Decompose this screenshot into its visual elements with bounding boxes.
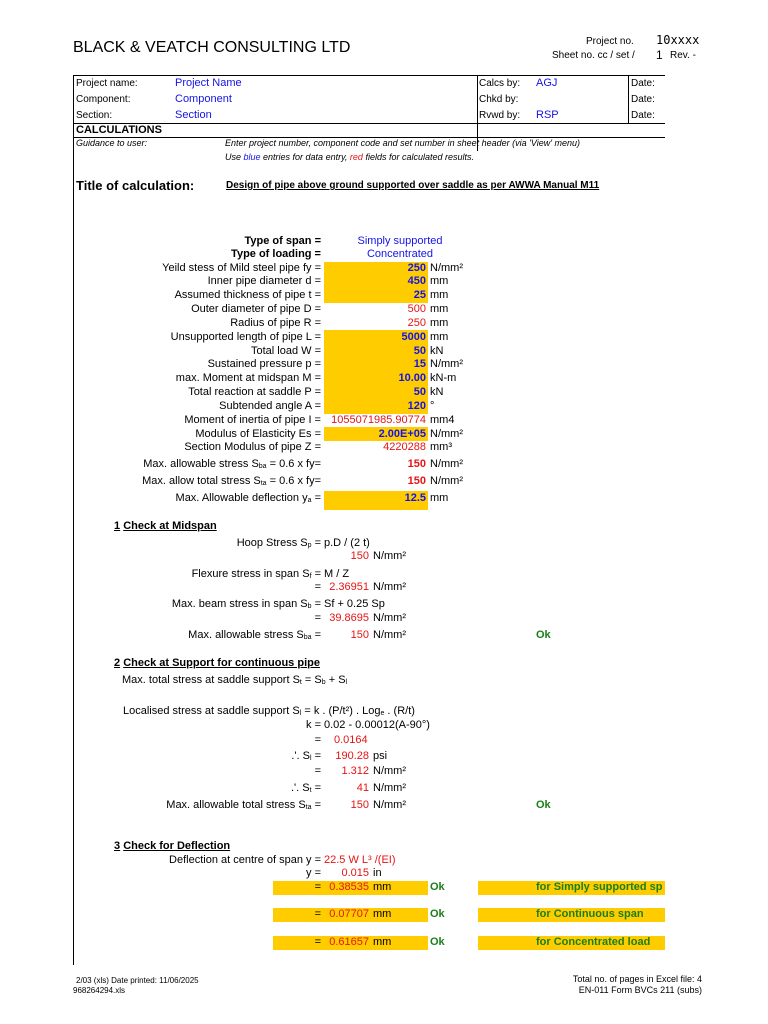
- W-label: Total load W =: [250, 345, 321, 357]
- span-label: Type of span =: [244, 235, 321, 247]
- A-value[interactable]: 120: [407, 400, 426, 412]
- W-value[interactable]: 50: [413, 345, 426, 357]
- fy-unit: N/mm²: [430, 262, 463, 274]
- M-value[interactable]: 10.00: [398, 372, 426, 384]
- r1-case-box: [478, 881, 665, 895]
- Z-value: 4220288: [383, 441, 426, 453]
- sl2-value: 1.312: [341, 765, 369, 777]
- r2-case: for Continuous span: [536, 908, 644, 920]
- P-unit: kN: [430, 386, 444, 398]
- r1-value: 0.38535: [329, 881, 369, 893]
- defl-formula: 22.5 W L³ /(EI): [324, 854, 396, 866]
- Es-unit: N/mm²: [430, 428, 463, 440]
- hoop-unit: N/mm²: [373, 550, 406, 562]
- fy-value[interactable]: 250: [407, 262, 426, 274]
- I-value: 1055071985.90774: [331, 414, 426, 426]
- sec2-allow-label: Max. allowable total stress $S_{ta}$ =: [166, 799, 321, 811]
- sec1-allow-unit: N/mm²: [373, 629, 406, 641]
- flex-formula: M / Z: [324, 568, 350, 580]
- A-unit: °: [430, 400, 435, 412]
- D-unit: mm: [430, 303, 449, 315]
- flex-label: Flexure stress in span $S_f$ =: [191, 568, 321, 580]
- r1-case: for Simply supported sp: [536, 881, 663, 893]
- loading-label: Type of loading =: [231, 248, 321, 260]
- sec1-heading: 1 Check at Midspan: [114, 520, 217, 532]
- project-no: 10xxxx: [656, 33, 700, 47]
- d-unit: mm: [430, 275, 449, 287]
- r1-ok: Ok: [430, 881, 445, 893]
- k-label: k =: [306, 719, 321, 731]
- y-unit: in: [373, 867, 382, 879]
- D-label: Outer diameter of pipe D =: [191, 303, 321, 315]
- r3-eq: =: [314, 936, 321, 948]
- sl2-eq: =: [314, 765, 321, 777]
- section[interactable]: Section: [175, 109, 212, 121]
- sl2-unit: N/mm²: [373, 765, 406, 777]
- ya-unit: mm: [430, 492, 449, 504]
- t-unit: mm: [430, 289, 449, 301]
- ya-value[interactable]: 12.5: [404, 492, 426, 504]
- sheet-no-label: Sheet no. cc / set /: [552, 50, 635, 61]
- rvwd-by[interactable]: RSP: [536, 109, 559, 121]
- chkd-by-label: Chkd by:: [479, 94, 519, 105]
- st-label: .'. $S_t$ =: [290, 782, 321, 794]
- footer-left-2: 968264294.xls: [73, 986, 126, 995]
- r2-case-box: [478, 908, 665, 922]
- M-unit: kN-m: [430, 372, 457, 384]
- y-label: y =: [306, 867, 321, 879]
- d-label: Inner pipe diameter d =: [207, 275, 321, 287]
- p-label: Sustained pressure p =: [207, 358, 321, 370]
- grid-line-top: [73, 75, 665, 76]
- beam-value: 39.8695: [329, 612, 369, 624]
- I-label: Moment of inertia of pipe I =: [184, 414, 321, 426]
- footer-right-2: EN-011 Form BVCs 211 (subs): [578, 985, 702, 995]
- beam-label: Max. beam stress in span $S_b$ =: [171, 598, 321, 610]
- Es-label: Modulus of Elasticity Es =: [195, 428, 321, 440]
- st-value: 41: [356, 782, 369, 794]
- flex-value: 2.36951: [329, 581, 369, 593]
- sta-value: 150: [407, 475, 426, 487]
- sec2-allow-unit: N/mm²: [373, 799, 406, 811]
- hoop-formula: p.D / (2 t): [324, 537, 370, 549]
- k-value: 0.0164: [334, 734, 368, 746]
- R-unit: mm: [430, 317, 449, 329]
- rvwd-by-label: Rvwd by:: [479, 110, 521, 121]
- sec2-total-formula: Max. total stress at saddle support $S_t = S_b + S_l$: [122, 674, 348, 686]
- st-unit: N/mm²: [373, 782, 406, 794]
- project-name[interactable]: Project Name: [175, 77, 242, 89]
- guidance-label: Guidance to user:: [76, 138, 148, 148]
- R-value: 250: [407, 317, 426, 329]
- sec1-allow-label: Max. allowable stress $S_{ba}$ =: [188, 629, 321, 641]
- section-label: Section:: [76, 110, 113, 121]
- calc-title: Design of pipe above ground supported over saddle as per AWWA Manual M11: [226, 180, 600, 191]
- sl1-unit: psi: [373, 750, 388, 762]
- Es-value[interactable]: 2.00E+05: [378, 428, 426, 440]
- calcs-by[interactable]: AGJ: [536, 77, 558, 89]
- sec1-allow-value: 150: [350, 629, 369, 641]
- loading-value[interactable]: Concentrated: [366, 248, 434, 260]
- flex-unit: N/mm²: [373, 581, 406, 593]
- D-value: 500: [407, 303, 426, 315]
- beam-eq: =: [314, 612, 321, 624]
- P-value[interactable]: 50: [413, 386, 426, 398]
- beam-formula: Sf + 0.25 Sp: [324, 598, 385, 610]
- sec3-heading: 3 Check for Deflection: [114, 840, 231, 852]
- grid-line-left: [73, 75, 74, 965]
- hoop-value: 150: [350, 550, 369, 562]
- W-unit: kN: [430, 345, 444, 357]
- P-label: Total reaction at saddle P =: [188, 386, 321, 398]
- date-label-2: Date:: [631, 94, 655, 105]
- project-no-label: Project no.: [586, 36, 634, 47]
- component-label: Component:: [76, 94, 131, 105]
- r1-unit: mm: [373, 881, 392, 893]
- title-label: Title of calculation:: [76, 178, 195, 193]
- sl1-value: 190.28: [335, 750, 369, 762]
- r3-value: 0.61657: [329, 936, 369, 948]
- sec2-heading: 2 Check at Support for continuous pipe: [114, 657, 320, 669]
- M-label: max. Moment at midspan M =: [175, 372, 321, 384]
- fy-label: Yeild stess of Mild steel pipe fy =: [162, 262, 321, 274]
- r1-eq: =: [314, 881, 321, 893]
- r3-case: for Concentrated load: [536, 936, 651, 948]
- p-unit: N/mm²: [430, 358, 463, 370]
- sl1-label: .'. $S_l$ =: [291, 750, 321, 762]
- sba-unit: N/mm²: [430, 458, 463, 470]
- project-name-label: Project name:: [76, 78, 138, 89]
- Z-label: Section Modulus of pipe Z =: [184, 441, 321, 453]
- sec2-ok: Ok: [536, 799, 551, 811]
- r3-case-box: [478, 936, 665, 950]
- date-label-1: Date:: [631, 78, 655, 89]
- sta-label: Max. allow total stress $S_{ta} = 0.6$ x fy=: [142, 475, 321, 487]
- footer-right-1: Total no. of pages in Excel file: 4: [572, 974, 702, 984]
- L-unit: mm: [430, 331, 449, 343]
- I-unit: mm4: [430, 414, 455, 426]
- ya-label: Max. Allowable deflection $y_a$ =: [175, 492, 321, 504]
- Z-unit: mm³: [430, 441, 452, 453]
- r2-ok: Ok: [430, 908, 445, 920]
- r3-unit: mm: [373, 936, 392, 948]
- grid-line-col3: [628, 75, 629, 123]
- rev-label: Rev. -: [670, 50, 696, 61]
- t-value[interactable]: 25: [413, 289, 426, 301]
- defl-label: Deflection at centre of span y =: [169, 854, 321, 866]
- L-label: Unsupported length of pipe L =: [170, 331, 321, 343]
- k-eq: =: [314, 734, 321, 746]
- guidance-line-1: Enter project number, component code and set number in sheet header (via 'View' menu): [225, 138, 580, 148]
- guidance-line-2: Use blue entries for data entry, red fields for calculated results.: [225, 152, 474, 162]
- hoop-label: Hoop Stress $S_p$ =: [236, 537, 321, 549]
- y-value: 0.015: [341, 867, 369, 879]
- sec2-allow-value: 150: [350, 799, 369, 811]
- beam-unit: N/mm²: [373, 612, 406, 624]
- R-label: Radius of pipe R =: [230, 317, 321, 329]
- flex-eq: =: [314, 581, 321, 593]
- t-label: Assumed thickness of pipe t =: [174, 289, 321, 301]
- sta-unit: N/mm²: [430, 475, 463, 487]
- footer-left-1: 2/03 (xls) Date printed: 11/06/2025: [76, 976, 199, 985]
- component[interactable]: Component: [175, 93, 232, 105]
- span-value[interactable]: Simply supported: [357, 235, 443, 247]
- r3-ok: Ok: [430, 936, 445, 948]
- k-formula: 0.02 - 0.00012(A-90°): [324, 719, 430, 731]
- r2-eq: =: [314, 908, 321, 920]
- date-label-3: Date:: [631, 110, 655, 121]
- sec2-local-formula: Localised stress at saddle support $S_l = k$ . (P/t²) . Log$_e$ . (R/t): [123, 705, 415, 717]
- company-name: BLACK & VEATCH CONSULTING LTD: [73, 39, 351, 56]
- sba-label: Max. allowable stress $S_{ba} = 0.6$ x fy=: [143, 458, 321, 470]
- r2-value: 0.07707: [329, 908, 369, 920]
- sec1-ok: Ok: [536, 629, 551, 641]
- r2-unit: mm: [373, 908, 392, 920]
- A-label: Subtended angle A =: [219, 400, 321, 412]
- d-value[interactable]: 450: [407, 275, 426, 287]
- calcs-by-label: Calcs by:: [479, 78, 521, 89]
- sba-value: 150: [407, 458, 426, 470]
- p-value[interactable]: 15: [413, 358, 426, 370]
- calculations-heading: CALCULATIONS: [76, 124, 162, 136]
- sheet-no: 1: [656, 48, 663, 62]
- L-value[interactable]: 5000: [401, 331, 426, 343]
